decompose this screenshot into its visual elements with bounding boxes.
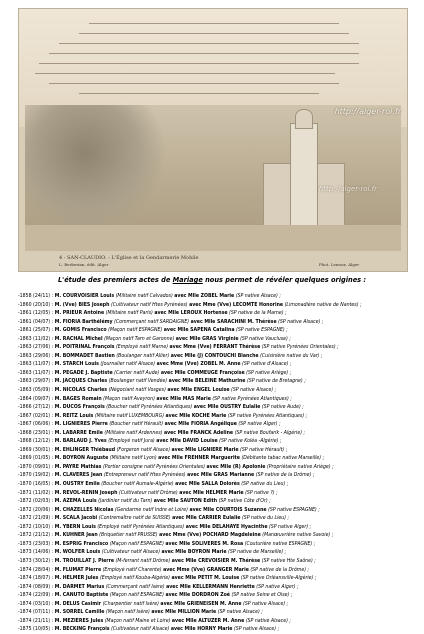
bride-origin: (SP native Côte d'Or) ; bbox=[218, 498, 271, 505]
groom-detail: (Journalier natif Alsace) bbox=[100, 361, 156, 368]
groom-name: M. BOMMADET Bastien bbox=[54, 352, 115, 359]
intro-link-mariage[interactable]: Mariage bbox=[172, 276, 203, 284]
list-item: -1861 (12/05) : M. PRIEUR Antoine (Militaire natif Paris) avec Mlle LEROUX Hortense (SP native de la Marne) ; bbox=[18, 310, 287, 317]
list-item: -1869 (30/01) : M. EHLINGER Thiébaud (Forgeron natif Alsace) avec Mlle LIGNIERE Marie (SP native Hérault) ; bbox=[18, 446, 288, 453]
intro-text-before: L'étude des premiers actes de bbox=[57, 276, 173, 284]
bride-name: avec Mlle ALTUZER M. Anne bbox=[171, 617, 245, 624]
bride-origin: (SP native Seine et Oise) ; bbox=[231, 592, 293, 599]
groom-detail: (Gendarme natif Indre et Loire) bbox=[114, 506, 188, 513]
entry-date: -1863 (05/09) bbox=[18, 387, 51, 394]
bride-name: avec Mlle SARACHINI M. Thérèse bbox=[190, 318, 277, 325]
groom-name: M. LABARRE Emile bbox=[54, 429, 103, 436]
entry-date: -1873 (14/06) bbox=[18, 549, 51, 556]
groom-detail: (Maçon natif Aveyron) bbox=[103, 395, 155, 402]
list-item: -1863 (29/07) : M. JACQUES Charles (Boulanger natif Vendée) avec Mlle BELEINE Mathurine (SP native de Bretagne) ; bbox=[18, 378, 306, 385]
bride-name: avec Mlle CREVOISIER M. Thérèse bbox=[171, 557, 261, 564]
intro-heading bbox=[0, 276, 424, 284]
bride-origin: (SP native du Lieu) ; bbox=[241, 515, 290, 522]
bride-origin: (SP native Pyrénées Atlantiques) ; bbox=[227, 412, 308, 419]
bride-name: avec Mlle BELEINE Mathurine bbox=[168, 378, 246, 385]
tower-roof bbox=[295, 109, 313, 129]
entry-date: -1870 (09/01) bbox=[18, 463, 51, 470]
bride-origin: (SP native Koléa -Algérie) ; bbox=[219, 438, 282, 445]
bride-origin: (SP native de la Drôme) ; bbox=[250, 566, 310, 573]
groom-detail: (Cultivateur natif Alsace) bbox=[111, 626, 170, 633]
entry-date: -1872 (21/12) bbox=[18, 532, 51, 539]
groom-name: M. FLUMAT Pierre bbox=[54, 566, 102, 573]
entry-date: -1874 (18/07) bbox=[18, 575, 51, 582]
list-item: -1872 (10/10) : M. YBERN Louis (Employé natif Pyrénées Atlantiques) avec Mlle DELAHAYE Hyacinthe (SP native Alger) ; bbox=[18, 523, 312, 530]
entry-date: -1868 (12/12) bbox=[18, 438, 51, 445]
groom-detail: (Boulanger natif Vendée) bbox=[108, 378, 168, 385]
bride-origin: (SP native Alsace) ; bbox=[243, 600, 289, 607]
bride-name: avec Mme (Vve) ZOBEL M. Anne bbox=[156, 361, 241, 368]
bride-name: avec Mlle FIORIA Angélique bbox=[164, 421, 237, 428]
bride-origin: (SP native Alger) ; bbox=[268, 523, 312, 530]
groom-name: M. PEGADE J. Baptiste bbox=[54, 369, 113, 376]
bride-origin: (SP native Alsace) ; bbox=[231, 387, 277, 394]
groom-name: M. SCALA Jacobi bbox=[54, 515, 98, 522]
bride-name: avec Mlle GRAS Virginie bbox=[175, 335, 239, 342]
groom-detail: (Employé natif Pyrénées Atlantiques) bbox=[97, 523, 185, 530]
entry-date: -1873 (30/12) bbox=[18, 557, 51, 564]
list-item: -1861 (25/07) : M. GOMIS Francisco (Maçon natif ESPAGNE) avec Mlle SAPENA Catalina (SP native ESPAGNE) ; bbox=[18, 327, 288, 334]
list-item: -1868 (12/12) : M. BARLAUD J. Yves (Employé natif Jura) avec Mlle DAVID Louise (SP native Koléa -Algérie) ; bbox=[18, 438, 282, 445]
bride-name: avec Mlle HORNY Marie bbox=[170, 626, 233, 633]
list-item: -1866 (27/12) : M. DUCOS François (Boucher natif Pyrénées Atlantiques) avec Mlle OUSTRY Eulalie (SP native Aude) ; bbox=[18, 404, 304, 411]
entry-date: -1863 (29/06) bbox=[18, 352, 51, 359]
list-item: -1872 (20/06) : M. CHAZELLES Nicolas (Gendarme natif Indre et Loire) avec Mlle COURTOIS Suzanne (SP native ESPAGNE) ; bbox=[18, 506, 320, 513]
groom-name: M. JACQUES Charles bbox=[54, 378, 108, 385]
groom-detail: (Portier consigne natif Pyrénées Orientales) bbox=[102, 463, 206, 470]
groom-name: M. DARMET Marius bbox=[54, 583, 105, 590]
bride-name: avec Mlle COURTOIS Suzanne bbox=[189, 506, 267, 513]
entry-date: -1863 (29/07) bbox=[18, 378, 51, 385]
bride-name: avec Mlle ENGEL Louise bbox=[167, 387, 230, 394]
entry-date: -1869 (01/05) bbox=[18, 455, 51, 462]
bride-name: avec Mlle PETIT M. Louise bbox=[171, 575, 240, 582]
entry-date: -1868 (23/01) bbox=[18, 429, 51, 436]
entry-date: -1874 (03/10) bbox=[18, 600, 51, 607]
intro-text-after: nous permet de révéler quelques origines : bbox=[202, 276, 367, 284]
bride-name: avec Mme (Vve) FERRANT Thérèse bbox=[169, 344, 261, 351]
bride-name: avec Mlle DORDRON Zoé bbox=[165, 592, 230, 599]
bride-name: avec Mlle LEROUX Hortense bbox=[154, 310, 228, 317]
groom-detail: (Militaire natif Calvados) bbox=[115, 293, 173, 299]
bride-origin: (SP native ESPAGNE) ; bbox=[236, 327, 288, 334]
list-item: -1869 (01/05) : M. BOYRON Auguste (Militaire natif Lyon) avec Mlle FREHNER Marguerite (Débitante tabac native Marseille) ; bbox=[18, 455, 325, 462]
list-item: -1863 (05/09) : M. NICOLAS Charles (Négociant natif Vosges) avec Mlle ENGEL Louise (SP native Alsace) ; bbox=[18, 387, 277, 394]
bride-origin: (SP native de la Marne) ; bbox=[229, 310, 287, 317]
groom-name: M. BECKING François bbox=[54, 626, 110, 633]
groom-detail: (Boulanger natif Allier) bbox=[116, 352, 170, 359]
entry-date: -1864 (09/07) bbox=[18, 395, 51, 402]
bride-origin: (SP native de Bretagne) ; bbox=[246, 378, 306, 385]
entry-date: -1863 (27/06) bbox=[18, 344, 51, 351]
list-item: -1870 (09/01) : M. PAYRE Mathias (Portier consigne natif Pyrénées Orientales) avec Mlle (R) Apolonie (Propriétaire native Ariège) ; bbox=[18, 463, 334, 470]
postcard-photographer: Phot. Lennox, Alger bbox=[319, 262, 360, 267]
bride-origin: (SP native Ariège) ; bbox=[246, 369, 292, 376]
trees bbox=[25, 105, 175, 225]
list-item: -1863 (11/02) : M. RACHAL Michel (Maçon natif Tarn et Garonne) avec Mlle GRAS Virginie (SP native Vaucluse) ; bbox=[18, 335, 291, 342]
groom-detail: (Boucher natif Pyrénées Atlantiques) bbox=[106, 404, 193, 411]
groom-name: M. BAGES Romain bbox=[54, 395, 102, 402]
groom-name: M. FIORIA Barthélémy bbox=[54, 318, 113, 325]
bride-origin: (SP native de Marseille) ; bbox=[228, 549, 287, 556]
bride-name: avec Mlle KELLERMANN Henriette bbox=[166, 583, 255, 590]
bride-origin: (SP native Alsace) ; bbox=[233, 626, 280, 633]
entry-date: -1863 (11/02) bbox=[18, 335, 51, 342]
list-item: -1874 (08/09) : M. DARMET Marius (Commerçant natif Isère) avec Mlle KELLERMANN Henriette (SP native Alger) ; bbox=[18, 583, 299, 590]
bride-name: avec Mlle KOCHE Marie bbox=[165, 412, 227, 419]
bride-name: avec Mlle HELMER Marie bbox=[179, 489, 244, 496]
bride-name: avec Mme (Vve) GRANGER Marie bbox=[163, 566, 249, 573]
groom-name: M. NICOLAS Charles bbox=[54, 387, 108, 394]
groom-name: M. POITRINAL François bbox=[54, 344, 115, 351]
groom-detail: (Maçon natif ESPAGNE) bbox=[109, 540, 164, 547]
groom-name: M. REITZ Louis bbox=[54, 412, 94, 419]
entry-date: -1872 (21/09) bbox=[18, 515, 51, 522]
groom-name: M. ESPRIG Francisco bbox=[54, 540, 109, 547]
bride-origin: (Cuisinière native du Var) ; bbox=[260, 352, 323, 359]
entry-date: -1869 (30/01) bbox=[18, 446, 51, 453]
list-item: -1875 (10/05) : M. BECKING François (Cultivateur natif Alsace) avec Mlle HORNY Marie (SP native Alsace) ; bbox=[18, 626, 280, 633]
list-item: -1872 (02/03) : M. AZEMA Louis (Jardinier natif du Tarn) avec Mlle SAUTON Edith (SP native Côte d'Or) ; bbox=[18, 498, 271, 505]
bride-origin: (SP native Hte Saône) ; bbox=[261, 557, 316, 564]
groom-name: M. BARLAUD J. Yves bbox=[54, 438, 107, 445]
list-item: -1874 (22/09) : M. CANUTO Baptiste (Maçon natif ESPAGNE) avec Mlle DORDRON Zoé (SP native Seine et Oise) ; bbox=[18, 592, 293, 599]
bride-origin: (SP native Alger) ; bbox=[238, 421, 281, 428]
bride-origin: (SP native Pyrénées Orientales) ; bbox=[261, 344, 339, 351]
bride-name: avec Mme (Vve) POCHARD Magdeleine bbox=[159, 532, 261, 539]
bride-origin: (SP native Pyrénées Atlantiques) ; bbox=[212, 395, 292, 402]
groom-name: M. STARCH Louis bbox=[54, 361, 99, 368]
entry-date: -1874 (07/11) bbox=[18, 609, 51, 616]
list-item: -1872 (21/09) : M. SCALA Jacobi (Contremaître natif de SUISSE) avec Mlle CARRIER Eulalie (SP native du Lieu) ; bbox=[18, 515, 290, 522]
groom-detail: (Contremaître natif de SUISSE) bbox=[98, 515, 171, 522]
entry-date: -1867 (06/06) bbox=[18, 421, 51, 428]
bride-origin: (SP native Alsace) ; bbox=[217, 609, 263, 616]
entry-date: -1872 (02/03) bbox=[18, 498, 51, 505]
groom-name: M. BOYRON Auguste bbox=[54, 455, 109, 462]
list-item: -1874 (07/11) : M. SORREL Camille (Maçon natif Isère) avec Mlle MILLION Marie (SP native Alsace) ; bbox=[18, 609, 263, 616]
road bbox=[25, 225, 401, 251]
bride-origin: (SP native de la Drôme) ; bbox=[255, 472, 315, 479]
bride-name: avec Mlle DELAHAYE Hyacinthe bbox=[185, 523, 268, 530]
list-item: -1873 (14/06) : M. WOLFER Louis (Cultivateur natif Alsace) avec Mlle BOYRON Marie (SP native de Marseille) ; bbox=[18, 549, 287, 556]
list-item: -1870 (16/05) : M. OUSTRY Emile (Boucher natif Aumale-Algérie) avec Mlle SALLA Dolorès (SP native du Lieu) ; bbox=[18, 481, 289, 488]
postcard-publisher: L. Berberian, édit. Alger bbox=[59, 262, 109, 267]
groom-name: M. CANUTO Baptiste bbox=[54, 592, 109, 599]
groom-name: M. REVOL-RENIN Joseph bbox=[54, 489, 118, 496]
groom-detail: (Négociant natif Vosges) bbox=[108, 387, 166, 394]
bride-origin: (SP native ESPAGNE) ; bbox=[268, 506, 320, 513]
bride-origin: (Limonadière native de Nantes) ; bbox=[284, 301, 362, 308]
entry-date: -1872 (20/06) bbox=[18, 506, 51, 513]
bride-name: avec Mlle GRIENEISEN M. Anne bbox=[160, 600, 242, 607]
list-item: -1863 (29/06) : M. BOMMADET Bastien (Boulanger natif Allier) avec Mlle (J) CONTOUCHI Blanche (Cuisinière native du Var) ; bbox=[18, 352, 323, 359]
entry-date: -1871 (11/02) bbox=[18, 489, 51, 496]
groom-detail: (Employé natif Marne) bbox=[115, 344, 169, 351]
bride-name: avec Mlle (J) CONTOUCHI Blanche bbox=[170, 352, 259, 359]
list-item: -1873 (23/03) : M. ESPRIG Francisco (Maçon natif ESPAGNE) avec Mlle SOLIVERES M. Rosa (Couturière native ESPAGNE) ; bbox=[18, 540, 316, 547]
entry-date: -1873 (23/03) bbox=[18, 540, 51, 547]
groom-detail: (Commerçant natif SARDAIGNE) bbox=[114, 318, 190, 325]
groom-detail: (Employé natif Charente) bbox=[102, 566, 162, 573]
entry-date: -1860 (20/10) bbox=[18, 301, 51, 308]
bride-name: avec Mlle DAVID Louise bbox=[156, 438, 218, 445]
bride-name: avec Mlle SAUTON Edith bbox=[153, 498, 218, 505]
entry-date: -1872 (10/10) bbox=[18, 523, 51, 530]
watermark-secondary: http://alger-roi.fr bbox=[318, 185, 377, 193]
bride-origin: (SP native du Lieu) ; bbox=[241, 481, 289, 488]
entry-date: -1874 (08/09) bbox=[18, 583, 51, 590]
bride-origin: (SP native Boufarik - Algérie) ; bbox=[234, 429, 306, 436]
entry-date: -1858 (24/11) bbox=[18, 293, 51, 299]
entry-date: -1861 (25/07) bbox=[18, 327, 51, 334]
groom-detail: (Maçon natif Tarn et Garonne) bbox=[104, 335, 175, 342]
bride-name: avec Mlle BOYRON Marie bbox=[161, 549, 227, 556]
groom-name: M. HELMER Jules bbox=[54, 575, 99, 582]
bride-name: avec Mlle CARRIER Eulalie bbox=[172, 515, 241, 522]
list-item: -1858 (24/11) : M. COURVOISIER Louis (Militaire natif Calvados) avec Mlle ZOBEL Marie (SP native Alsace) ; bbox=[18, 293, 281, 299]
groom-name: M. SORREL Camille bbox=[54, 609, 105, 616]
groom-detail: (Charpentier natif Isère) bbox=[102, 600, 159, 607]
groom-name: M. DUCOS François bbox=[54, 404, 105, 411]
bride-name: avec Mlle SOLIVERES M. Rosa bbox=[165, 540, 244, 547]
list-item: -1873 (30/12) : M. TROUILLAT J. Pierre (M-ferrant natif Drôme) avec Mlle CREVOISIER M. Thérèse (SP native Hte Saône) ; bbox=[18, 557, 316, 564]
groom-detail: (M-ferrant natif Drôme) bbox=[115, 557, 171, 564]
bride-origin: (SP native ?) ; bbox=[245, 489, 278, 496]
list-item: -1874 (03/10) : M. DELUS Casimir (Charpentier natif Isère) avec Mlle GRIENEISEN M. Anne (SP native Alsace) ; bbox=[18, 600, 289, 607]
bride-origin: (SP native Alger) ; bbox=[256, 583, 299, 590]
bride-origin: (SP native Aude) ; bbox=[261, 404, 304, 411]
groom-detail: (Cultivateur natif Alsace) bbox=[101, 549, 161, 556]
groom-detail: (Maçon natif ESPAGNE) bbox=[108, 327, 163, 334]
groom-name: M. WOLFER Louis bbox=[54, 549, 101, 556]
entry-date: -1863 (11/07) bbox=[18, 369, 51, 376]
bride-name: avec Mlle SALLA Dolorès bbox=[175, 481, 240, 488]
groom-detail: (Briquetier natif PRUSSE) bbox=[99, 532, 158, 539]
groom-name: M. AZEMA Louis bbox=[54, 498, 97, 505]
bride-origin: (Manœuvrière native Savoie) ; bbox=[262, 532, 334, 539]
groom-detail: (Commerçant natif Isère) bbox=[105, 583, 165, 590]
list-item: -1874 (21/11) : M. MEZIERES Jules (Maçon natif Maine et Loire) avec Mlle ALTUZER M. Anne (SP native Alsace) ; bbox=[18, 617, 291, 624]
church-photo bbox=[25, 105, 401, 251]
bride-name: avec Mlle MAS Marie bbox=[156, 395, 211, 402]
groom-detail: (Maçon natif Isère) bbox=[105, 609, 150, 616]
list-item: -1868 (23/01) : M. LABARRE Emile (Militaire natif Ardennes) avec Mlle FRANCK Adeline (SP native Boufarik - Algérie) ; bbox=[18, 429, 306, 436]
entry-date: -1870 (19/02) bbox=[18, 472, 51, 479]
bride-origin: (SP native Alsace) ; bbox=[245, 617, 291, 624]
entry-date: -1875 (10/05) bbox=[18, 626, 51, 633]
bride-origin: (SP native Hérault) ; bbox=[240, 446, 288, 453]
groom-name: M. YBERN Louis bbox=[54, 523, 96, 530]
bride-origin: (Propriétaire native Ariège) ; bbox=[266, 463, 334, 470]
entry-date: -1870 (16/05) bbox=[18, 481, 51, 488]
groom-detail: (Cultivateur natif Drôme) bbox=[118, 489, 178, 496]
list-item: -1867 (06/06) : M. LIGNIERES Pierre (Boucher natif Hérault) avec Mlle FIORIA Angélique (SP native Alger) ; bbox=[18, 421, 281, 428]
bride-origin: (Débitante tabac native Marseille) ; bbox=[241, 455, 325, 462]
groom-name: M. CLAVERES Jean bbox=[54, 472, 103, 479]
list-item: -1867 (02/01) : M. REITZ Louis (Militaire natif LUXEMBOURG) avec Mlle KOCHE Marie (SP native Pyrénées Atlantiques) ; bbox=[18, 412, 308, 419]
groom-detail: (Militaire natif LUXEMBOURG) bbox=[94, 412, 165, 419]
entry-date: -1861 (04/07) bbox=[18, 318, 51, 325]
entry-date: -1874 (21/11) bbox=[18, 617, 51, 624]
list-item: -1874 (18/07) : M. HELMER Jules (Employé natif Kouba-Algérie) avec Mlle PETIT M. Louise (SP native Orléansville-Algérie) ; bbox=[18, 575, 317, 582]
groom-name: M. KUHNER Jean bbox=[54, 532, 98, 539]
bride-origin: (SP native Orléansville-Algérie) ; bbox=[240, 575, 317, 582]
entry-date: -1874 (28/04) bbox=[18, 566, 51, 573]
groom-detail: (Employé natif Jura) bbox=[108, 438, 155, 445]
bride-name: avec Mlle GRAS Marianne bbox=[187, 472, 255, 479]
entry-date: -1866 (27/12) bbox=[18, 404, 51, 411]
groom-detail: (Militaire natif Lyon) bbox=[109, 455, 157, 462]
groom-detail: (Jardinier natif du Tarn) bbox=[98, 498, 153, 505]
bride-name: avec Mlle ZOBEL Marie bbox=[174, 293, 235, 299]
groom-name: M. RACHAL Michel bbox=[54, 335, 103, 342]
entry-date: -1867 (02/01) bbox=[18, 412, 51, 419]
bride-name: avec Mlle MILLION Marie bbox=[151, 609, 217, 616]
entry-date: -1861 (12/05) bbox=[18, 310, 51, 317]
groom-detail: (Employé natif Kouba-Algérie) bbox=[99, 575, 170, 582]
entry-date: -1863 (11/07) bbox=[18, 361, 51, 368]
groom-name: M. LIGNIERES Pierre bbox=[54, 421, 108, 428]
bride-name: avec Mme (Vve) LECOMTE Honorine bbox=[189, 301, 284, 308]
bride-origin: (SP native d'Alsace) ; bbox=[242, 361, 292, 368]
groom-name: M. GOMIS Francisco bbox=[54, 327, 107, 334]
groom-detail: (Militaire natif Ardennes) bbox=[104, 429, 163, 436]
marriage-list bbox=[18, 292, 418, 634]
groom-name: M. CHAZELLES Nicolas bbox=[54, 506, 114, 513]
groom-name: M. PAYRE Mathias bbox=[54, 463, 102, 470]
groom-name: M. EHLINGER Thiébaud bbox=[54, 446, 116, 453]
list-item: -1874 (28/04) : M. FLUMAT Pierre (Employé natif Charente) avec Mme (Vve) GRANGER Marie (SP native de la Drôme) ; bbox=[18, 566, 310, 573]
bride-name: avec Mlle LIGNIERE Marie bbox=[171, 446, 239, 453]
groom-name: M. MEZIERES Jules bbox=[54, 617, 104, 624]
groom-detail: (Boucher natif Hérault) bbox=[109, 421, 164, 428]
bride-name: avec Mlle (R) Apolonie bbox=[206, 463, 266, 470]
list-item: -1870 (19/02) : M. CLAVERES Jean (Entrepreneur natif Htes Pyrénées) avec Mlle GRAS Marianne (SP native de la Drôme) ; bbox=[18, 472, 315, 479]
groom-name: M. (Vve) BIES Joseph bbox=[54, 301, 110, 308]
bride-name: avec Mlle COMMEUGE Françoise bbox=[160, 369, 245, 376]
bride-name: avec Mlle OUSTRY Eulalie bbox=[193, 404, 261, 411]
watermark: http://alger-roi.fr bbox=[334, 107, 401, 116]
groom-name: M. OUSTRY Emile bbox=[54, 481, 100, 488]
postcard-image bbox=[18, 8, 408, 272]
groom-detail: (Forgeron natif Alsace) bbox=[116, 446, 171, 453]
bride-origin: (Couturière native ESPAGNE) ; bbox=[244, 540, 316, 547]
bride-origin: (SP native Alsace) ; bbox=[278, 318, 324, 325]
list-item: -1872 (21/12) : M. KUHNER Jean (Briquetier natif PRUSSE) avec Mme (Vve) POCHARD Magdeleine (Manœuvrière native Savoie) ; bbox=[18, 532, 334, 539]
bride-name: avec Mlle FRANCK Adeline bbox=[163, 429, 234, 436]
list-item: -1863 (27/06) : M. POITRINAL François (Employé natif Marne) avec Mme (Vve) FERRANT Thérèse (SP native Pyrénées Orientales) ; bbox=[18, 344, 339, 351]
list-item: -1863 (11/07) : M. PEGADE J. Baptiste (Carrier natif Aude) avec Mlle COMMEUGE Françoise (SP native Ariège) ; bbox=[18, 369, 292, 376]
groom-detail: (Militaire natif Paris) bbox=[105, 310, 153, 317]
groom-detail: (Maçon natif ESPAGNE) bbox=[109, 592, 164, 599]
bride-origin: (SP native Vaucluse) ; bbox=[240, 335, 291, 342]
groom-detail: (Entrepreneur natif Htes Pyrénées) bbox=[103, 472, 186, 479]
list-item: -1871 (11/02) : M. REVOL-RENIN Joseph (Cultivateur natif Drôme) avec Mlle HELMER Marie (SP native ?) ; bbox=[18, 489, 278, 496]
groom-name: M. DELUS Casimir bbox=[54, 600, 102, 607]
bride-origin: (SP native Alsace) ; bbox=[235, 293, 281, 299]
list-item: -1864 (09/07) : M. BAGES Romain (Maçon natif Aveyron) avec Mlle MAS Marie (SP native Pyrénées Atlantiques) ; bbox=[18, 395, 292, 402]
groom-detail: (Maçon natif Maine et Loire) bbox=[104, 617, 171, 624]
entry-date: -1874 (22/09) bbox=[18, 592, 51, 599]
bride-name: avec Mlle FREHNER Marguerite bbox=[158, 455, 240, 462]
groom-detail: (Carrier natif Aude) bbox=[114, 369, 160, 376]
groom-detail: (Boucher natif Aumale-Algérie) bbox=[101, 481, 174, 488]
list-item: -1861 (04/07) : M. FIORIA Barthélémy (Commerçant natif SARDAIGNE) avec Mlle SARACHINI M. Thérèse (SP native Alsace) ; bbox=[18, 318, 324, 325]
postcard-caption: 4 - SAN-CLAUDIO. - L'Église et la Gendarmerie Mobile bbox=[59, 255, 199, 261]
groom-detail: (Cultivateur natif Htes Pyrénées) bbox=[110, 301, 188, 308]
groom-name: M. TROUILLAT J. Pierre bbox=[54, 557, 115, 564]
bride-name: avec Mlle SAPENA Catalina bbox=[163, 327, 235, 334]
groom-name: M. PRIEUR Antoine bbox=[54, 310, 105, 317]
groom-name: M. COURVOISIER Louis bbox=[54, 293, 115, 299]
list-item: -1863 (11/07) : M. STARCH Louis (Journalier natif Alsace) avec Mme (Vve) ZOBEL M. Anne (SP native d'Alsace) ; bbox=[18, 361, 292, 368]
list-item: -1860 (20/10) : M. (Vve) BIES Joseph (Cultivateur natif Htes Pyrénées) avec Mme (Vve) LECOMTE Honorine (Limonadière native de Nantes) ; bbox=[18, 301, 362, 308]
